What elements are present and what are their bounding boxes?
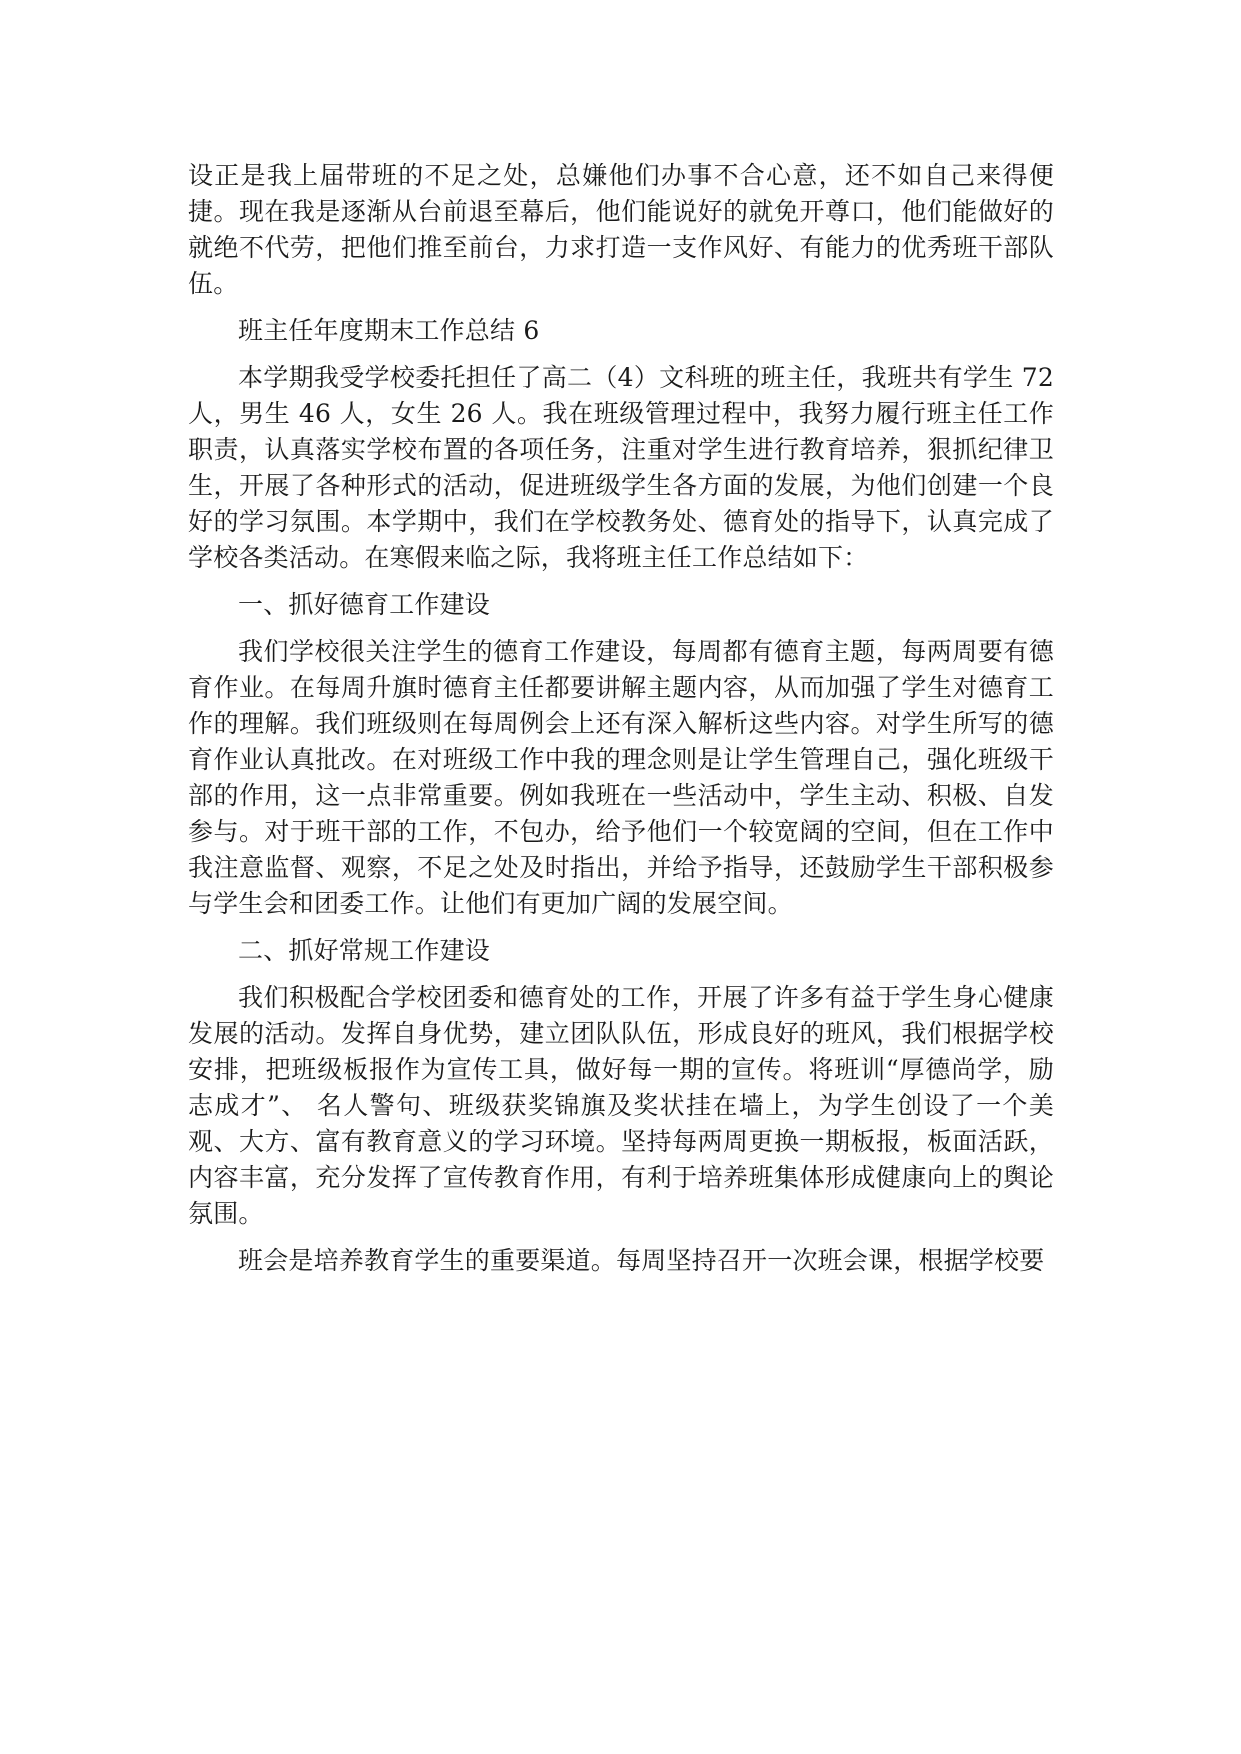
paragraph-intro: 本学期我受学校委托担任了高二（4）文科班的班主任，我班共有学生 72 人，男生 46 人，女生 26 人。我在班级管理过程中，我努力履行班主任工作职责，认真落实学校布置的各项任务，注重对学生进行教育培养，狠抓纪律卫生，开展了各种形式的活动，促进班级学生各方面的发展，为他们创建一个良好的学习氛围。本学期中，我们在学校教务处、德育处的指导下，认真完成了学校各类活动。在寒假来临之际，我将班主任工作总结如下： — [188, 363, 1054, 572]
document-page — [188, 158, 1054, 1279]
section-heading-routine-work: 二、抓好常规工作建设 — [238, 936, 491, 965]
paragraph-continued: 设正是我上届带班的不足之处，总嫌他们办事不合心意，还不如自己来得便捷。现在我是逐渐从台前退至幕后，他们能说好的就免开尊口，他们能做好的就绝不代劳，把他们推至前台，力求打造一支作风好、有能力的优秀班干部队伍。 — [188, 161, 1054, 298]
paragraph-class-meeting: 班会是培养教育学生的重要渠道。每周坚持召开一次班会课，根据学校要 — [238, 1246, 1045, 1275]
paragraph-moral-education: 我们学校很关注学生的德育工作建设，每周都有德育主题，每两周要有德育作业。在每周升旗时德育主任都要讲解主题内容，从而加强了学生对德育工作的理解。我们班级则在每周例会上还有深入解析这些内容。对学生所写的德育作业认真批改。在对班级工作中我的理念则是让学生管理自己，强化班级干部的作用，这一点非常重要。例如我班在一些活动中，学生主动、积极、自发参与。对于班干部的工作，不包办，给予他们一个较宽阔的空间，但在工作中我注意监督、观察，不足之处及时指出，并给予指导，还鼓励学生干部积极参与学生会和团委工作。让他们有更加广阔的发展空间。 — [188, 637, 1054, 918]
paragraph-routine-work: 我们积极配合学校团委和德育处的工作，开展了许多有益于学生身心健康发展的活动。发挥自身优势，建立团队队伍，形成良好的班风，我们根据学校安排，把班级板报作为宣传工具，做好每一期的宣传。将班训“厚德尚学，励志成才”、 名人警句、班级获奖锦旗及奖状挂在墙上，为学生创设了一个美观、大方、富有教育意义的学习环境。坚持每两周更换一期板报，板面活跃，内容丰富，充分发挥了宣传教育作用，有利于培养班集体形成健康向上的舆论氛围。 — [188, 983, 1054, 1228]
section-heading-moral-education: 一、抓好德育工作建设 — [238, 590, 491, 619]
section-heading-summary-6: 班主任年度期末工作总结 6 — [238, 316, 540, 345]
